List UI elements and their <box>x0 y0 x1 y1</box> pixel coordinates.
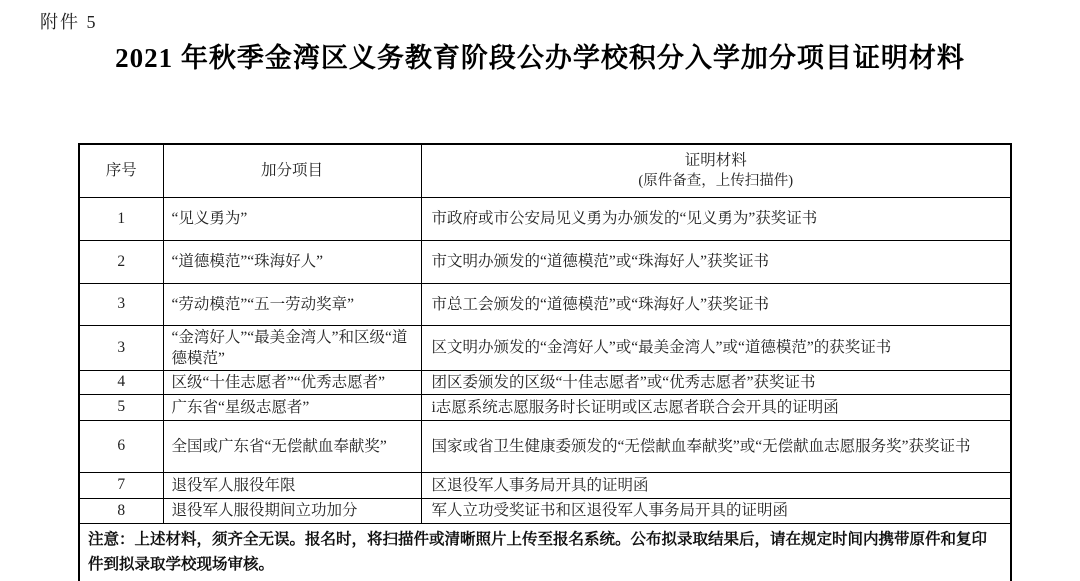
cell-item: “见义勇为” <box>163 197 421 240</box>
cell-item: 退役军人服役期间立功加分 <box>163 498 421 523</box>
cell-material: 团区委颁发的区级“十佳志愿者”或“优秀志愿者”获奖证书 <box>421 370 1011 394</box>
cell-no: 5 <box>79 394 163 420</box>
cell-no: 3 <box>79 283 163 325</box>
cell-no: 7 <box>79 472 163 498</box>
cell-item: “劳动模范”“五一劳动奖章” <box>163 283 421 325</box>
cell-no: 6 <box>79 420 163 472</box>
table-row <box>79 420 1011 472</box>
table-row <box>79 370 1011 394</box>
cell-item: “道德模范”“珠海好人” <box>163 240 421 283</box>
header-index: 序号 <box>79 144 163 197</box>
cell-item: 区级“十佳志愿者”“优秀志愿者” <box>163 370 421 394</box>
cell-material: 市政府或市公安局见义勇为办颁发的“见义勇为”获奖证书 <box>421 197 1011 240</box>
attachment-label: 附件 5 <box>40 12 98 32</box>
cell-no: 1 <box>79 197 163 240</box>
note-text: 注意：上述材料，须齐全无误。报名时，将扫描件或清晰照片上传至报名系统。公布拟录取结果后，请在规定时间内携带原件和复印件到拟录取学校现场审核。 <box>79 523 1011 581</box>
cell-item: 退役军人服役年限 <box>163 472 421 498</box>
table-row <box>79 240 1011 283</box>
table-row <box>79 283 1011 325</box>
table-row <box>79 472 1011 498</box>
header-material <box>421 144 1011 197</box>
header-item: 加分项目 <box>163 144 421 197</box>
table-row <box>79 394 1011 420</box>
header-material-subtitle: (原件备查，上传扫描件) <box>638 173 794 190</box>
table-note-row <box>79 523 1011 581</box>
cell-material: 市文明办颁发的“道德模范”或“珠海好人”获奖证书 <box>421 240 1011 283</box>
table-row <box>79 325 1011 370</box>
table-header-row <box>79 144 1011 197</box>
cell-material: 市总工会颁发的“道德模范”或“珠海好人”获奖证书 <box>421 283 1011 325</box>
table-row <box>79 197 1011 240</box>
cell-no: 2 <box>79 240 163 283</box>
cell-no: 3 <box>79 325 163 370</box>
table-row <box>79 498 1011 523</box>
cell-item: 广东省“星级志愿者” <box>163 394 421 420</box>
cell-material: 军人立功受奖证书和区退役军人事务局开具的证明函 <box>421 498 1011 523</box>
cell-item: 全国或广东省“无偿献血奉献奖” <box>163 420 421 472</box>
cell-material: 区文明办颁发的“金湾好人”或“最美金湾人”或“道德模范”的获奖证书 <box>421 325 1011 370</box>
bonus-items-table <box>78 143 1012 581</box>
cell-material: 国家或省卫生健康委颁发的“无偿献血奉献奖”或“无偿献血志愿服务奖”获奖证书 <box>421 420 1011 472</box>
cell-material: i志愿系统志愿服务时长证明或区志愿者联合会开具的证明函 <box>421 394 1011 420</box>
cell-material: 区退役军人事务局开具的证明函 <box>421 472 1011 498</box>
cell-no: 8 <box>79 498 163 523</box>
cell-no: 4 <box>79 370 163 394</box>
cell-item: “金湾好人”“最美金湾人”和区级“道德模范” <box>163 325 421 370</box>
page-title: 2021 年秋季金湾区义务教育阶段公办学校积分入学加分项目证明材料 <box>115 43 965 73</box>
header-material-title: 证明材料 <box>684 152 747 170</box>
